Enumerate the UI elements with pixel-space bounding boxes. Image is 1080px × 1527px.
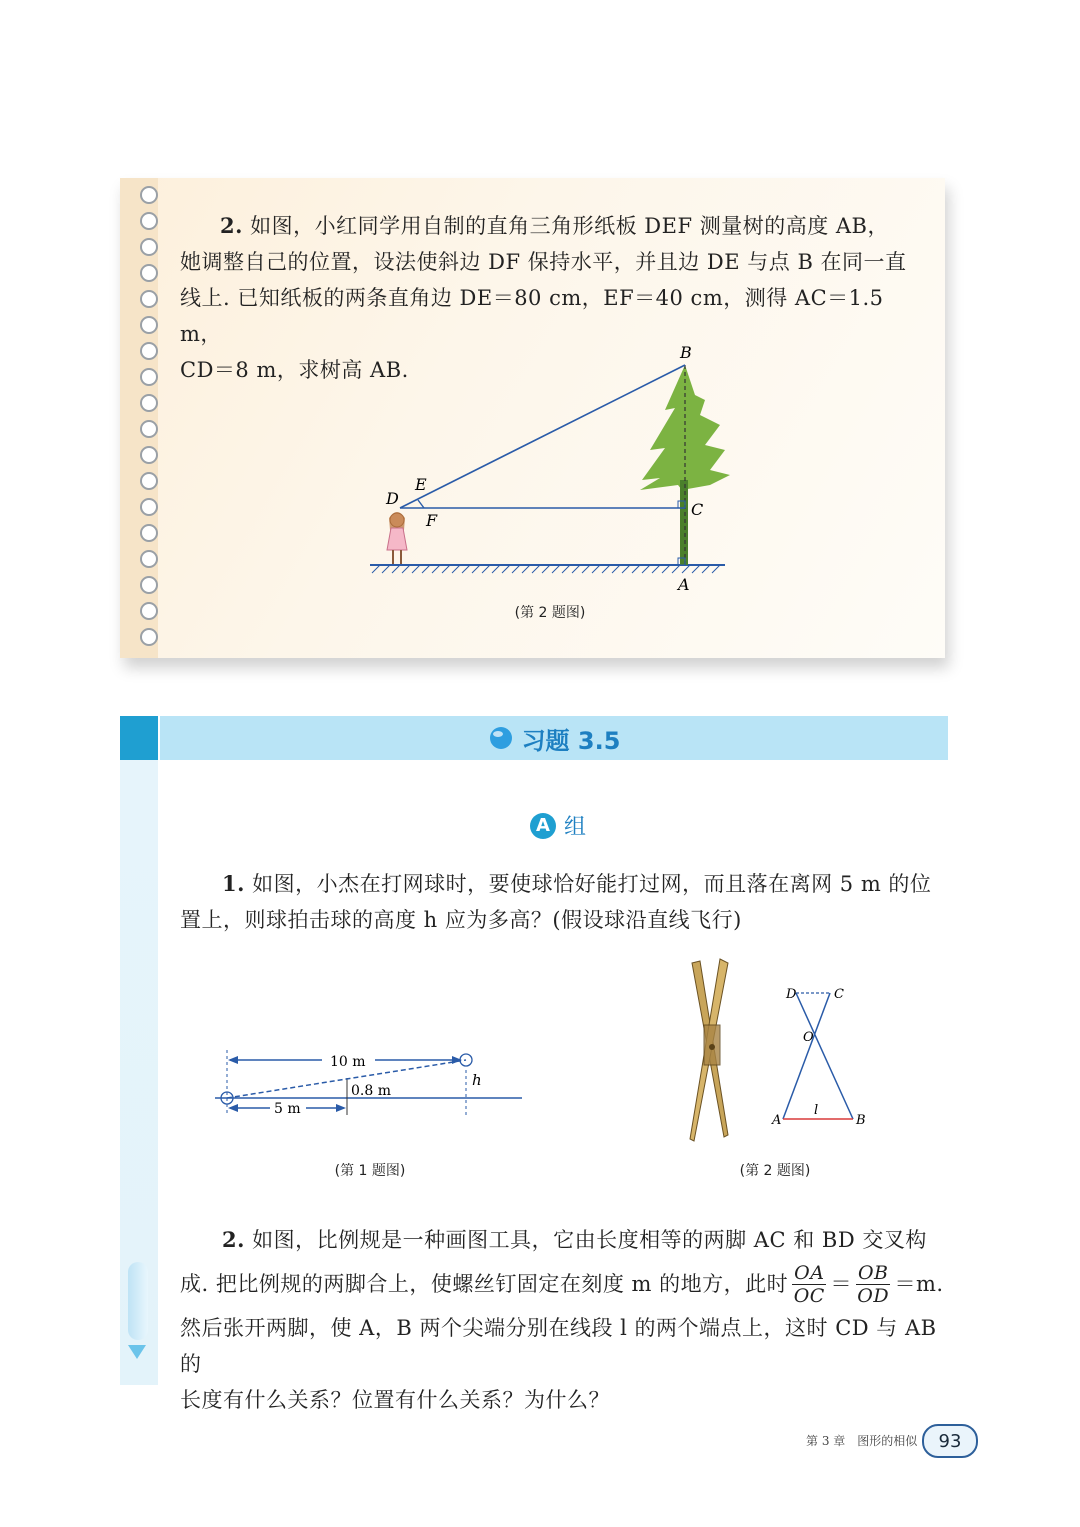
fraction-oa-oc — [792, 1262, 826, 1307]
binder-ring — [140, 316, 158, 334]
label-C: C — [691, 500, 704, 519]
problem-line: 线上. 已知纸板的两条直角边 DE＝80 cm，EF＝40 cm，测得 AC＝1.5 m， — [180, 286, 884, 346]
label-l: l — [814, 1103, 819, 1118]
question-line: 长度有什么关系？位置有什么关系？为什么？ — [180, 1388, 610, 1412]
group-heading — [530, 810, 586, 841]
fraction-numerator: OA — [794, 1261, 825, 1284]
question-number: 2. — [222, 1227, 245, 1252]
binder-ring — [140, 186, 158, 204]
binder-ring — [140, 472, 158, 490]
compass-diagram — [770, 980, 870, 1130]
group-badge: A — [530, 813, 556, 839]
binder-ring — [140, 212, 158, 230]
problem-line: CD＝8 m，求树高 AB. — [180, 358, 409, 382]
label-h: h — [472, 1071, 482, 1089]
label-D: D — [386, 489, 399, 508]
binder-ring — [140, 576, 158, 594]
binder-ring — [140, 446, 158, 464]
label-D: D — [786, 987, 797, 1002]
problem-number: 2. — [220, 213, 243, 238]
binder-ring — [140, 524, 158, 542]
figure-caption: (第 2 题图) — [739, 1163, 811, 1179]
binder-ring — [140, 264, 158, 282]
fraction-denominator: OD — [857, 1284, 890, 1307]
equals-sign: ＝ — [830, 1272, 852, 1296]
question-line: 如图，小杰在打网球时，要使球恰好能打过网，而且落在离网 5 m 的位 — [252, 872, 932, 896]
binder-ring — [140, 290, 158, 308]
binder-ring — [140, 550, 158, 568]
problem-line: 如图，小红同学用自制的直角三角形纸板 DEF 测量树的高度 AB， — [250, 214, 889, 238]
question-1-text — [180, 866, 940, 938]
figure-caption: (第 2 题图) — [514, 605, 586, 621]
label-10m: 10 m — [330, 1054, 366, 1070]
binder-ring — [140, 238, 158, 256]
fraction-denominator: OC — [793, 1284, 825, 1307]
label-A: A — [772, 1113, 782, 1128]
globe-icon — [488, 725, 514, 751]
page-number: 93 — [922, 1424, 978, 1458]
exercise-title — [160, 716, 948, 760]
tree-measurement-figure — [360, 340, 740, 600]
tennis-figure — [210, 1045, 530, 1120]
binder-ring — [140, 368, 158, 386]
label-net-height: 0.8 m — [351, 1083, 391, 1099]
chapter-label: 第 3 章 图形的相似 — [806, 1434, 918, 1448]
binder-ring — [140, 342, 158, 360]
girl-icon — [387, 512, 407, 564]
question-line: 然后张开两脚，使 A，B 两个尖端分别在线段 l 的两个端点上，这时 CD 与 AB 的 — [180, 1316, 937, 1376]
binder-ring — [140, 602, 158, 620]
equals-m: ＝m. — [894, 1272, 944, 1296]
label-C: C — [834, 987, 844, 1002]
question-line: 如图，比例规是一种画图工具，它由长度相等的两脚 AC 和 BD 交叉构 — [252, 1228, 927, 1252]
binder-ring — [140, 628, 158, 646]
exercise-header-block — [120, 716, 158, 760]
label-O: O — [803, 1030, 814, 1045]
down-arrow-icon — [128, 1345, 146, 1359]
binder-ring — [140, 498, 158, 516]
group-label: 组 — [564, 815, 587, 840]
label-B: B — [856, 1113, 866, 1128]
fraction-ob-od — [856, 1262, 891, 1307]
figure-caption: (第 1 题图) — [334, 1163, 406, 1179]
question-number: 1. — [222, 871, 245, 896]
label-A: A — [678, 575, 690, 594]
fraction-numerator: OB — [857, 1261, 889, 1284]
label-B: B — [680, 343, 692, 362]
binder-ring — [140, 420, 158, 438]
problem-line: 她调整自己的位置，设法使斜边 DF 保持水平，并且边 DE 与点 B 在同一直 — [180, 250, 907, 274]
scroll-thumb — [128, 1262, 148, 1340]
label-5m: 5 m — [274, 1101, 301, 1117]
proportional-compass-image — [680, 955, 750, 1145]
binder-ring — [140, 394, 158, 412]
label-E: E — [415, 475, 427, 494]
label-F: F — [426, 511, 438, 530]
exercise-title-text: 习题 3.5 — [521, 726, 621, 755]
question-2-text — [180, 1222, 950, 1418]
question-line: 置上，则球拍击球的高度 h 应为多高？(假设球沿直线飞行) — [180, 908, 742, 932]
question-line: 成. 把比例规的两脚合上，使螺丝钉固定在刻度 m 的地方，此时 — [180, 1272, 789, 1296]
